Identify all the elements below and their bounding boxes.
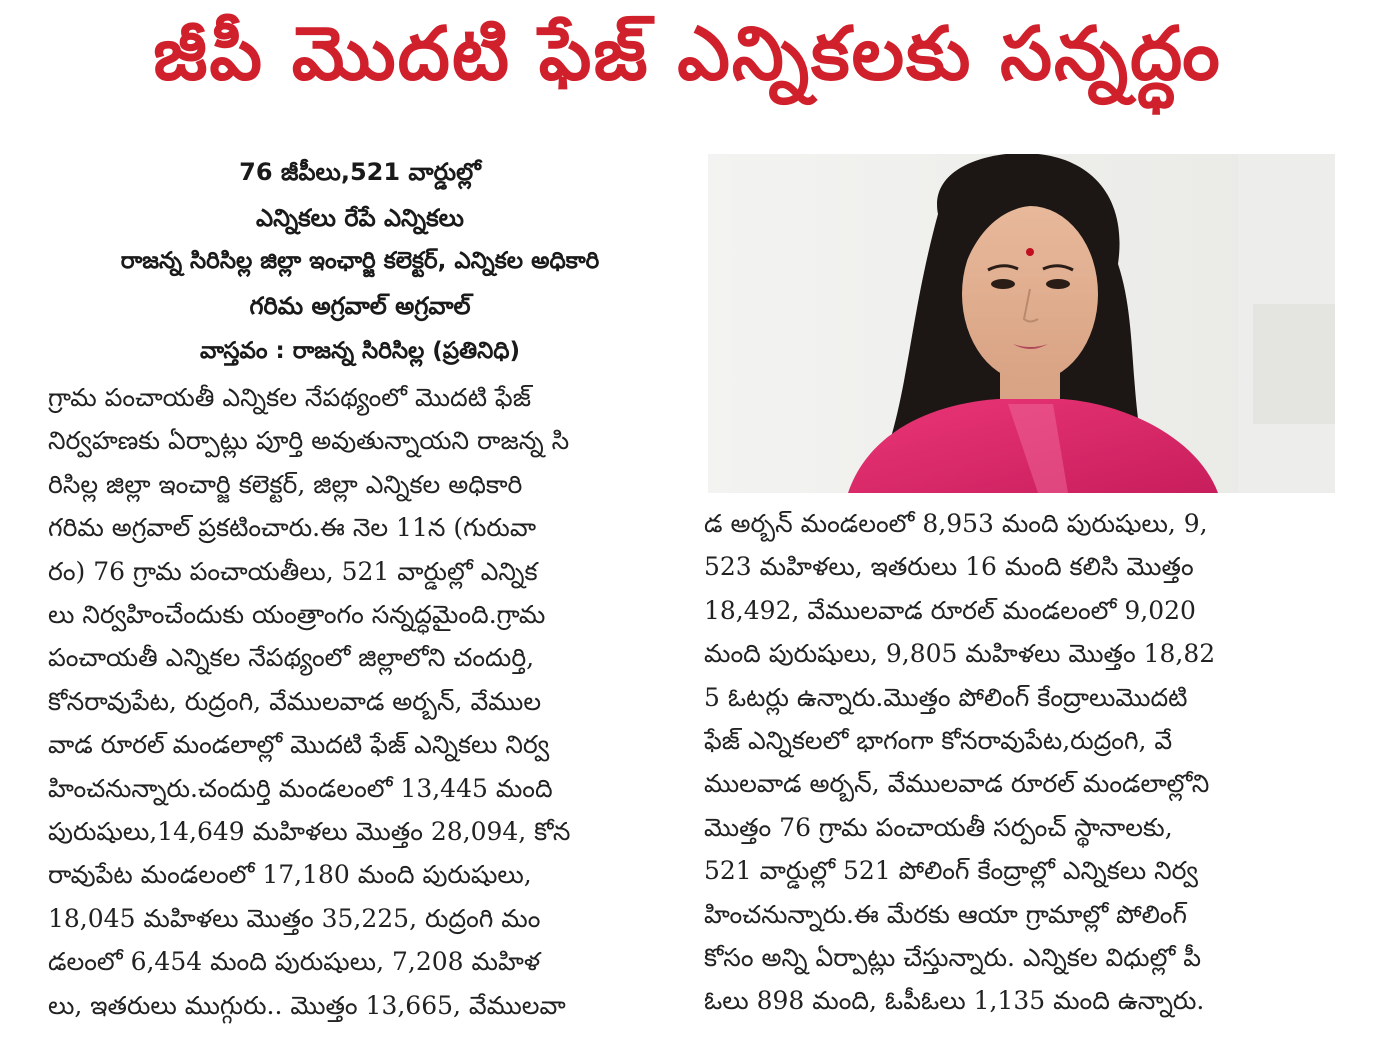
article-line: వాడ రూరల్ మండలాల్లో మొదటి ఫేజ్ ఎన్నికలు నిర్వ [48,730,550,760]
deck-line-4: గరిమ అగ్రవాల్ అగ్రవాల్ [249,292,471,320]
article-line: ఫేజ్ ఎన్నికలలో భాగంగా కోనరావుపేట,రుద్రంగి, వే [704,726,1173,755]
article-line: పురుషులు,14,649 మహిళలు మొత్తం 28,094, కోన [48,817,571,846]
collector-photo [708,154,1335,493]
article-line: డ అర్బన్ మండలంలో 8,953 మంది పురుషులు, 9, [704,509,1208,538]
article-line: మొత్తం 76 గ్రామ పంచాయతీ సర్పంచ్ స్థానాలకు, [704,812,1173,842]
article-line: 5 ఓటర్లు ఉన్నారు.మొత్తం పోలింగ్ కేంద్రాలుమొదటి [704,682,1188,712]
article-line: 18,045 మహిళలు మొత్తం 35,225, రుద్రంగి మం [48,903,541,933]
article-line: నిర్వహణకు ఏర్పాట్లు పూర్తి అవుతున్నాయని రాజన్న సి [48,426,570,456]
article-line: రం) 76 గ్రామ పంచాయతీలు, 521 వార్డుల్లో ఎన్నిక [48,556,538,586]
dateline: వాస్తవం : రాజన్న సిరిసిల్ల (ప్రతినిధి) [199,338,521,364]
article-line: హించనున్నారు.చందుర్తి మండలంలో 13,445 మంది [48,773,553,803]
article-line: ములవాడ అర్బన్, వేములవాడ రూరల్ మండలాల్లోని [704,769,1210,799]
article-line: మంది పురుషులు, 9,805 మహిళలు మొత్తం 18,82 [704,639,1216,669]
headline: జీపీ మొదటి ఫేజ్ ఎన్నికలకు సన్నద్ధం [153,11,1222,97]
deck-line-2: ఎన్నికలు రేపే ఎన్నికలు [256,204,464,232]
article-line: కోనరావుపేట, రుద్రంగి, వేములవాడ అర్బన్, వేముల [48,686,542,716]
article-line: పంచాయతీ ఎన్నికల నేపథ్యంలో జిల్లాలోని చందుర్తి, [48,643,535,673]
deck-line-3: రాజన్న సిరిసిల్ల జిల్లా ఇంఛార్జి కలెక్టర్, ఎన్నికల అధికారి [120,248,600,274]
article-line: లు నిర్వహించేందుకు యంత్రాంగం సన్నద్ధమైంది.గ్రామ [48,600,546,629]
deck-line-1: 76 జీపీలు,521 వార్డుల్లో [239,158,481,186]
article-line: కోసం అన్ని ఏర్పాట్లు చేస్తున్నారు. ఎన్నికల విధుల్లో పీ [704,943,1202,972]
article-line: గరిమ అగ్రవాల్ ప్రకటించారు.ఈ నెల 11న (గురువా [48,513,537,543]
article-line: డలంలో 6,454 మంది పురుషులు, 7,208 మహిళ [48,947,541,977]
article-line: లు, ఇతరులు ముగ్గురు.. మొత్తం 13,665, వేములవా [48,990,566,1020]
article-line: రిసిల్ల జిల్లా ఇంచార్జి కలెక్టర్, జిల్లా ఎన్నికల అధికారి [48,469,523,499]
article-line: 521 వార్డుల్లో 521 పోలింగ్ కేంద్రాల్లో ఎన్నికలు నిర్వ [704,856,1198,886]
article-line: రావుపేట మండలంలో 17,180 మంది పురుషులు, [48,860,532,890]
article-line: 18,492, వేములవాడ రూరల్ మండలంలో 9,020 [704,595,1196,625]
article-line: ఓలు 898 మంది, ఓపీఓలు 1,135 మంది ఉన్నారు. [704,986,1205,1016]
article-line: గ్రామ పంచాయతీ ఎన్నికల నేపథ్యంలో మొదటి ఫేజ్ [48,383,531,412]
article-line: హించనున్నారు.ఈ మేరకు ఆయా గ్రామాల్లో పోలింగ్ [704,899,1187,929]
article-line: 523 మహిళలు, ఇతరులు 16 మంది కలిసి మొత్తం [704,552,1194,582]
